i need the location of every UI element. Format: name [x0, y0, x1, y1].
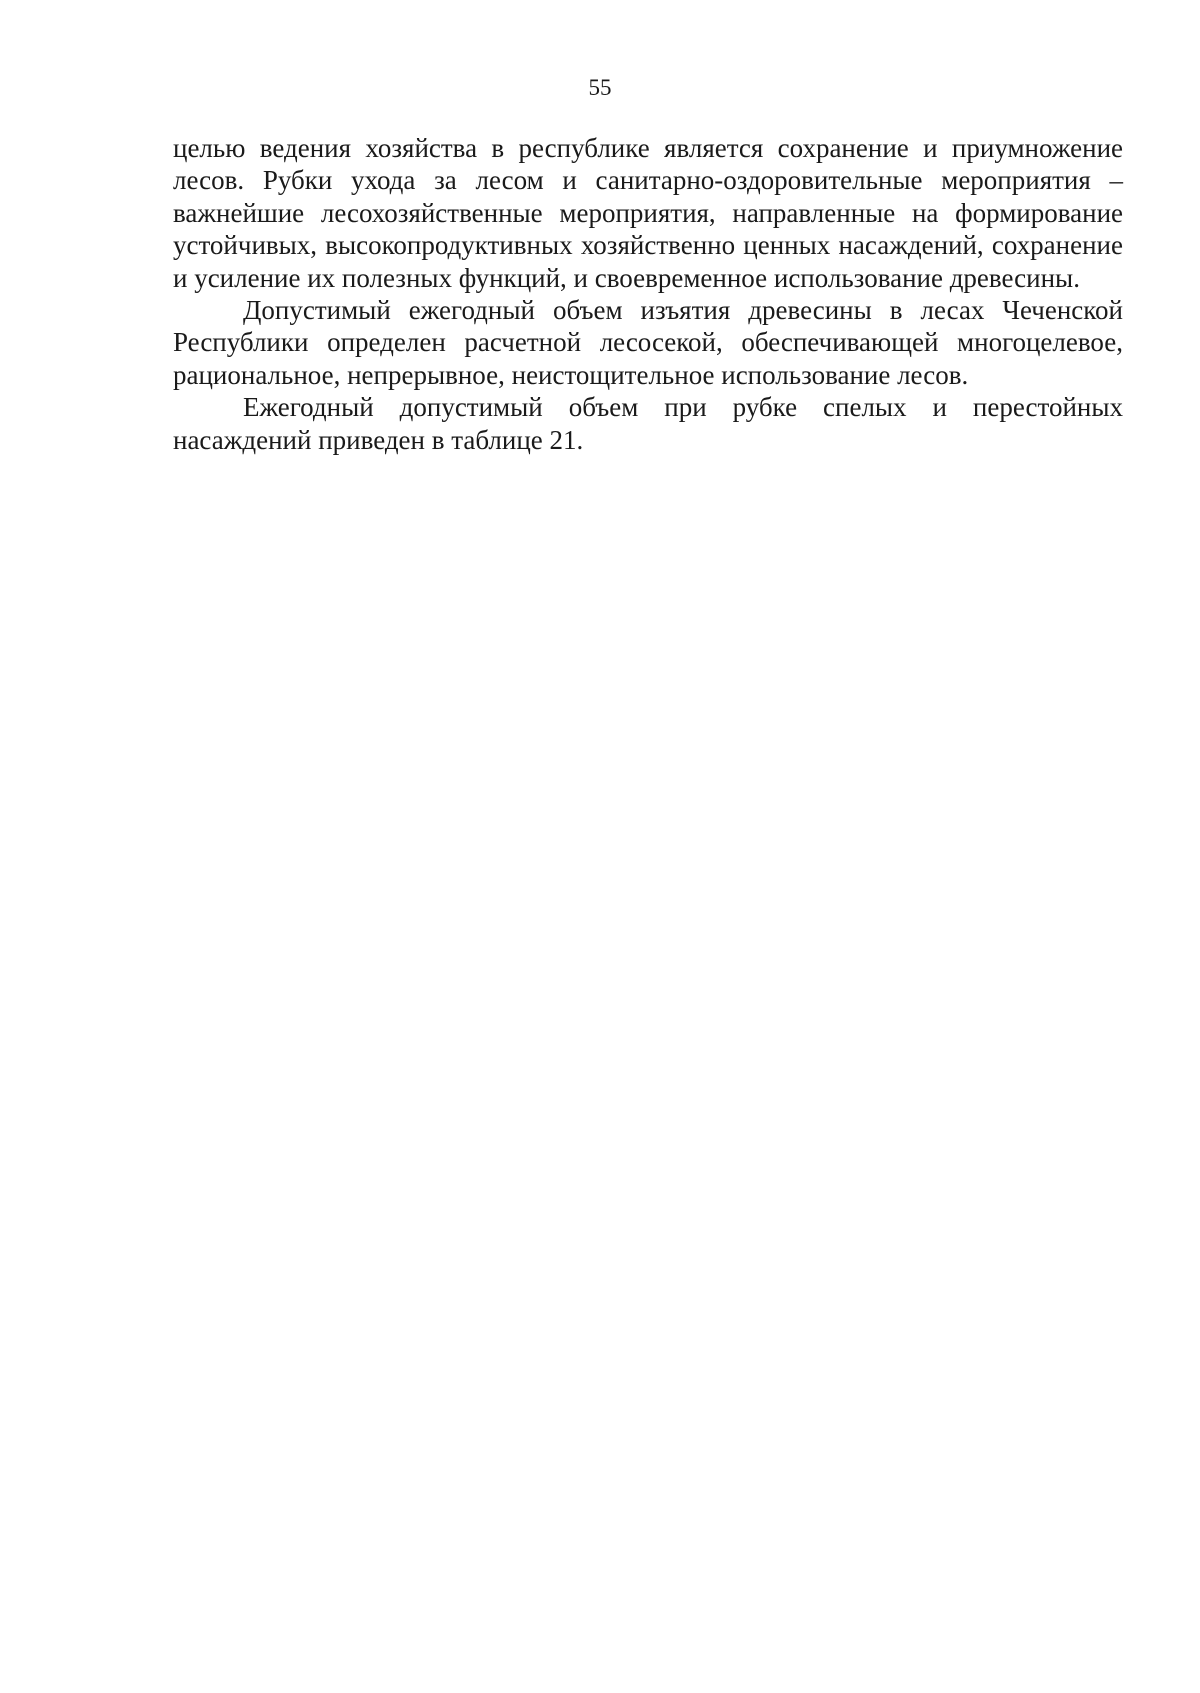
paragraph-allowable-volume: Допустимый ежегодный объем изъятия древесины в лесах Чеченской Республики определен расчетной лесосекой, обеспечивающей многоцелевое, рациональное, непрерывное, неистощительное использование лесов. [173, 295, 1123, 390]
paragraph-table-reference: Ежегодный допустимый объем при рубке спелых и перестойных насаждений приведен в таблице 21. [173, 392, 1123, 455]
paragraph-continuation: целью ведения хозяйства в республике является сохранение и приумножение лесов. Рубки ухода за лесом и санитарно-оздоровительные мероприятия – важнейшие лесохозяйственные мероприятия, направленные на формирование устойчивых, высокопродуктивных хозяйственно ценных насаждений, сохранение и усиление их полезных функций, и своевременное использование древесины. [173, 133, 1123, 293]
page-number: 55 [588, 75, 612, 100]
body-text [173, 132, 1123, 456]
